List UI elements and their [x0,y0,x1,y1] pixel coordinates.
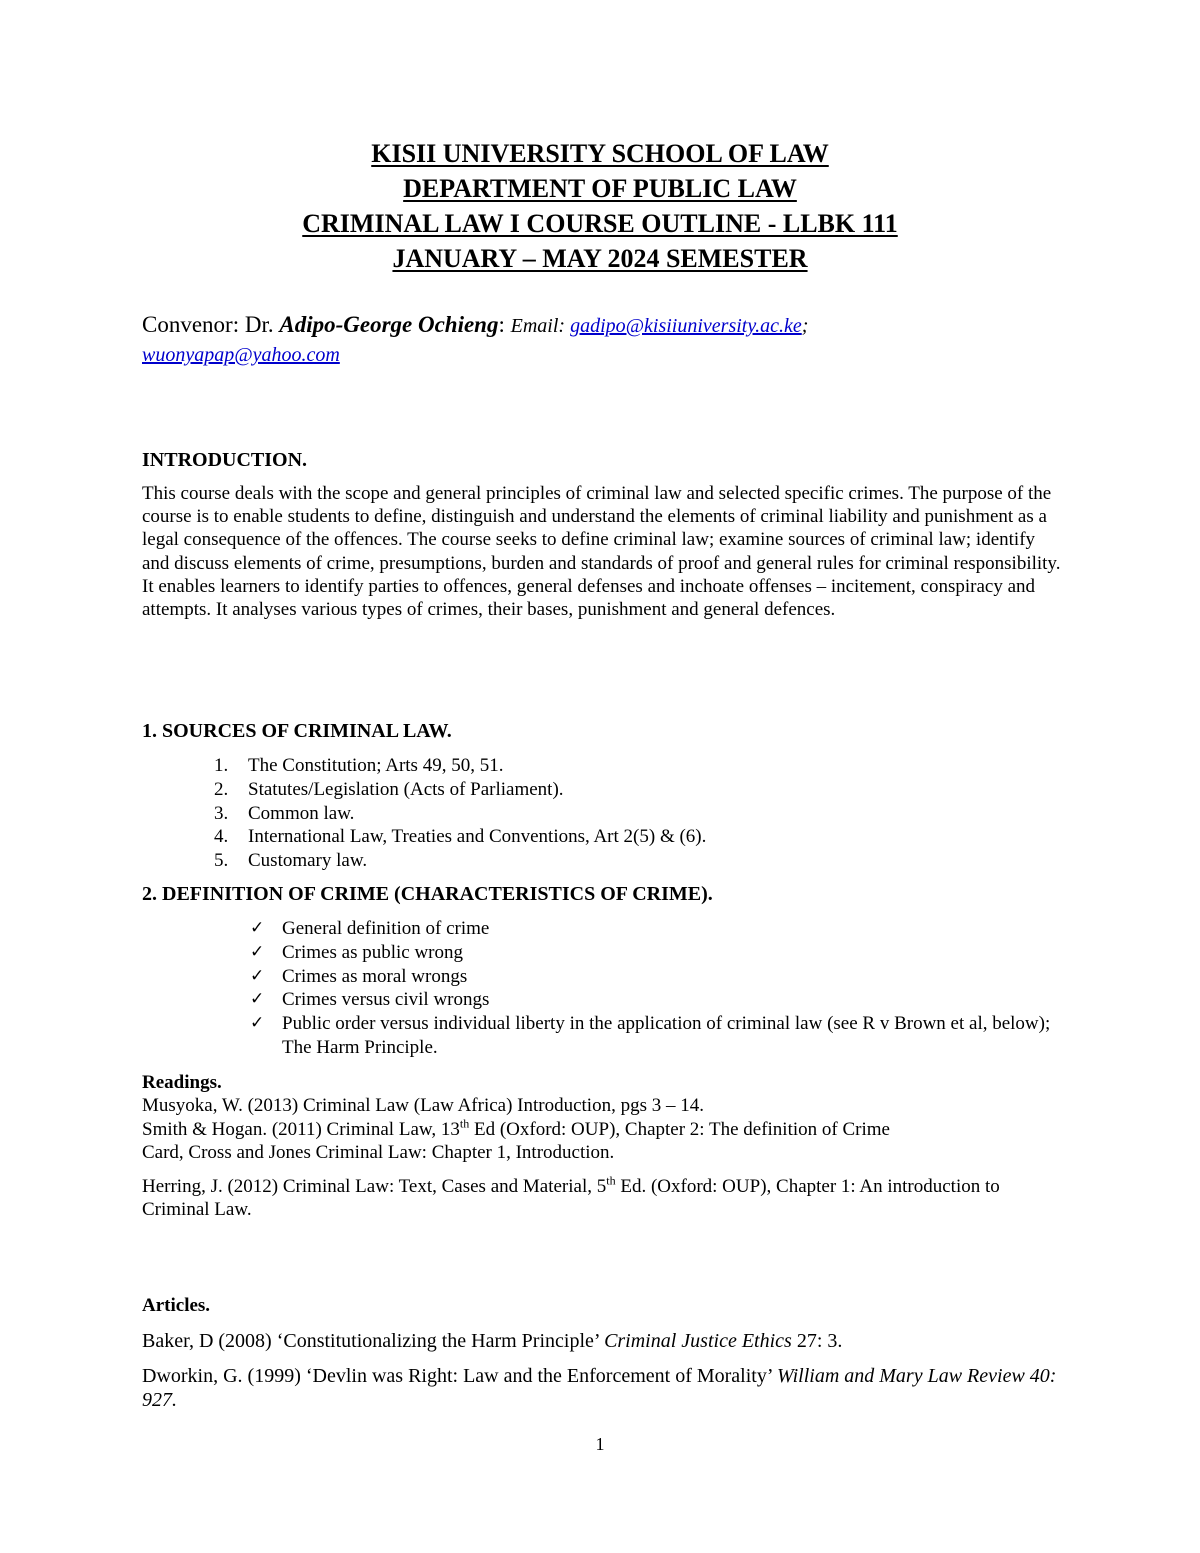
department-title: DEPARTMENT OF PUBLIC LAW [403,174,797,203]
list-item-text: Customary law. [248,850,368,872]
email-link-primary[interactable]: gadipo@kisiiuniversity.ac.ke [570,315,802,337]
convenor-separator: : [498,312,511,337]
list-item [214,825,1074,849]
list-item [214,778,1074,802]
journal-title: William and Mary Law Review 40: 927. [142,1365,1057,1411]
university-title: KISII UNIVERSITY SCHOOL OF LAW [371,139,829,168]
list-number: 3. [214,802,229,824]
reading-text: Herring, J. (2012) Criminal Law: Text, Cases and Material, 5 [142,1175,607,1197]
list-item-text: Crimes as public wrong [282,941,464,963]
checkmark-icon: ✓ [250,1013,265,1034]
list-number: 2. [214,778,229,800]
convenor-name: Adipo-George Ochieng [279,312,499,337]
list-item-text: The Constitution; Arts 49, 50, 51. [248,755,504,776]
journal-title: Criminal Justice Ethics [604,1330,792,1352]
reading-text: Ed (Oxford: OUP), Chapter 2: The definition of Crime [469,1118,890,1140]
convenor-line [142,311,1082,369]
page-number: 1 [595,1434,605,1454]
list-item [250,1012,1070,1060]
list-number: 4. [214,826,229,848]
reading-entry: Card, Cross and Jones Criminal Law: Chapter 1, Introduction. [142,1142,615,1164]
semester-title: JANUARY – MAY 2024 SEMESTER [392,244,808,273]
readings-heading: Readings. [142,1072,222,1093]
list-item [250,917,1070,941]
list-item-text: Crimes versus civil wrongs [282,989,490,1011]
reading-entry: Musyoka, W. (2013) Criminal Law (Law Africa) Introduction, pgs 3 – 14. [142,1095,704,1116]
email-label: Email: [510,315,571,337]
definition-list [250,917,1070,1060]
article-entry [142,1364,1062,1412]
reading-text: Smith & Hogan. (2011) Criminal Law, 13 [142,1118,460,1140]
list-number: 5. [214,850,229,872]
articles-heading: Articles. [142,1295,211,1316]
checkmark-icon: ✓ [250,965,265,986]
list-item [214,754,1074,778]
list-item-text: Crimes as moral wrongs [282,965,468,987]
sources-list [214,754,1074,873]
list-item-text: International Law, Treaties and Conventions, Art 2(5) & (6). [248,826,707,848]
superscript: th [606,1173,616,1188]
reading-entry [142,1118,1062,1142]
definition-heading: 2. DEFINITION OF CRIME (CHARACTERISTICS OF CRIME). [142,883,713,905]
email-separator: ; [801,315,809,337]
list-item-text: Public order versus individual liberty in the application of criminal law (see R v Brown et al, below); The Harm Principle. [282,1013,1051,1058]
readings-list [142,1094,1062,1222]
list-item [214,802,1074,826]
list-item-text: Statutes/Legislation (Acts of Parliament). [248,778,564,800]
reading-entry [142,1175,1062,1222]
list-item [250,988,1070,1012]
list-item [250,941,1070,965]
document-title-block [0,136,1200,276]
introduction-text: This course deals with the scope and general principles of criminal law and selected specific crimes. The purpose of the course is to enable students to define, distinguish and understand the elements of criminal liability and punishment as a legal consequence of the offences. The course seeks to define criminal law; examine sources of criminal law; identify and discuss elements of crime, presumptions, burden and standards of proof and general rules for criminal responsibility. It enables learners to identify parties to offences, general defenses and inchoate offenses – incitement, conspiracy and attempts. It analyses various types of crimes, their bases, punishment and general defences. [142,483,1061,621]
checkmark-icon: ✓ [250,989,265,1010]
email-link-secondary[interactable]: wuonyapap@yahoo.com [142,344,340,366]
list-item-text: General definition of crime [282,918,490,939]
introduction-heading: INTRODUCTION. [142,449,308,471]
list-item-text: Common law. [248,802,355,824]
list-item [250,965,1070,989]
checkmark-icon: ✓ [250,941,265,962]
list-number: 1. [214,755,229,776]
article-entry [142,1329,1062,1353]
list-item [214,849,1074,873]
article-text: Baker, D (2008) ‘Constitutionalizing the Harm Principle’ [142,1330,605,1352]
sources-heading: 1. SOURCES OF CRIMINAL LAW. [142,720,452,742]
article-text: Dworkin, G. (1999) ‘Devlin was Right: Law and the Enforcement of Morality’ [142,1365,778,1387]
convenor-label: Convenor: Dr. [142,312,280,337]
reading-text: Ed. (Oxford: OUP), Chapter 1: An introduction to Criminal Law. [142,1175,1000,1221]
article-text: 27: 3. [791,1330,843,1352]
course-title: CRIMINAL LAW I COURSE OUTLINE - LLBK 111 [302,209,898,238]
checkmark-icon: ✓ [250,918,265,938]
superscript: th [459,1116,470,1131]
